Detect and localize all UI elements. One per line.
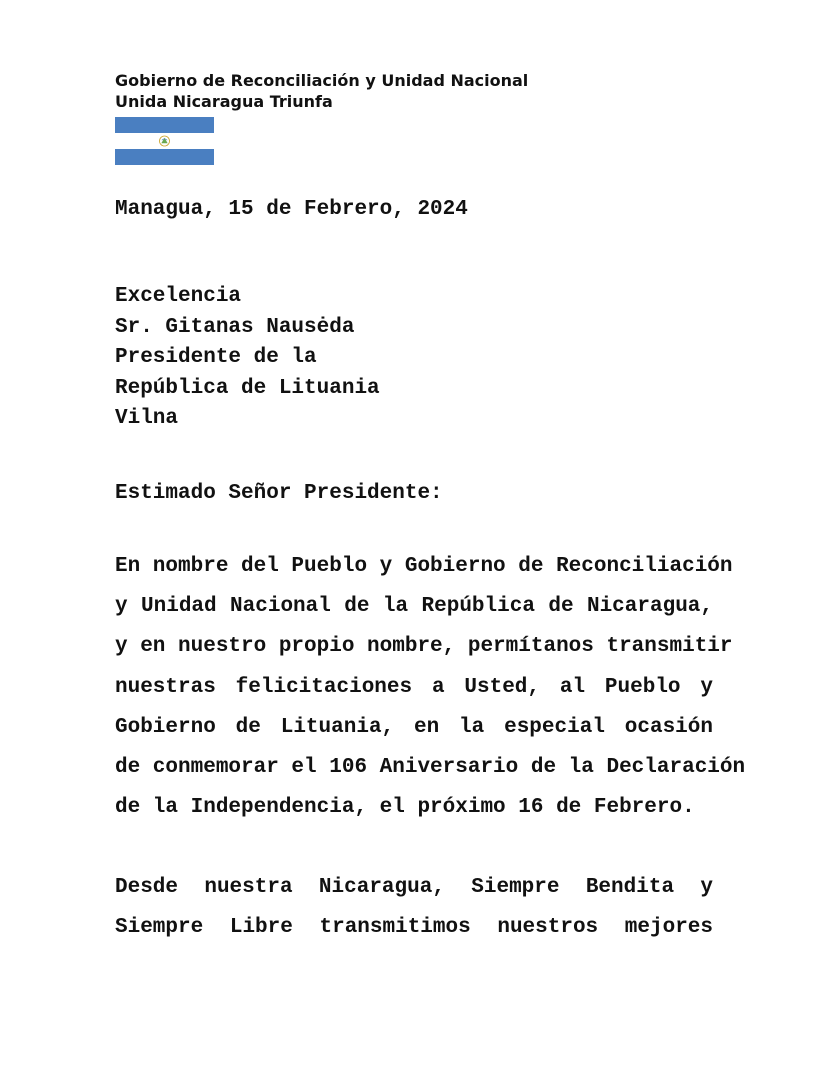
salutation: Estimado Señor Presidente: xyxy=(115,482,443,505)
paragraph-line: nuestras felicitaciones a Usted, al Pueblo y xyxy=(115,675,713,699)
recipient-line: Presidente de la xyxy=(115,346,317,369)
paragraph-line: de conmemorar el 106 Aniversario de la Declaración xyxy=(115,756,746,780)
recipient-block xyxy=(115,282,380,435)
flag-bottom-stripe xyxy=(115,149,214,165)
paragraph-line: Gobierno de Lituania, en la especial ocasión xyxy=(115,715,713,739)
paragraph-line: En nombre del Pueblo y Gobierno de Reconciliación xyxy=(115,555,733,578)
recipient-line: Vilna xyxy=(115,407,179,430)
letterhead-slogan: Unida Nicaragua Triunfa xyxy=(115,92,333,111)
letterhead xyxy=(115,70,528,112)
paragraph-line: Desde nuestra Nicaragua, Siempre Bendita y xyxy=(115,876,713,899)
letter-date: Managua, 15 de Febrero, 2024 xyxy=(115,198,468,221)
body-paragraph-2 xyxy=(115,868,713,948)
recipient-line: Excelencia xyxy=(115,285,242,308)
body-paragraph-1 xyxy=(115,547,746,828)
paragraph-line: y en nuestro propio nombre, permítanos transmitir xyxy=(115,635,733,659)
paragraph-line: Siempre Libre transmitimos nuestros mejores xyxy=(115,916,713,940)
nicaragua-flag-icon xyxy=(115,117,214,165)
letterhead-government-name: Gobierno de Reconciliación y Unidad Nacional xyxy=(115,71,529,90)
recipient-line: República de Lituania xyxy=(115,376,380,400)
flag-top-stripe xyxy=(115,117,214,133)
recipient-line: Sr. Gitanas Nausėda xyxy=(115,315,355,339)
paragraph-line: de la Independencia, el próximo 16 de Febrero. xyxy=(115,796,695,820)
paragraph-line: y Unidad Nacional de la República de Nicaragua, xyxy=(115,595,713,619)
